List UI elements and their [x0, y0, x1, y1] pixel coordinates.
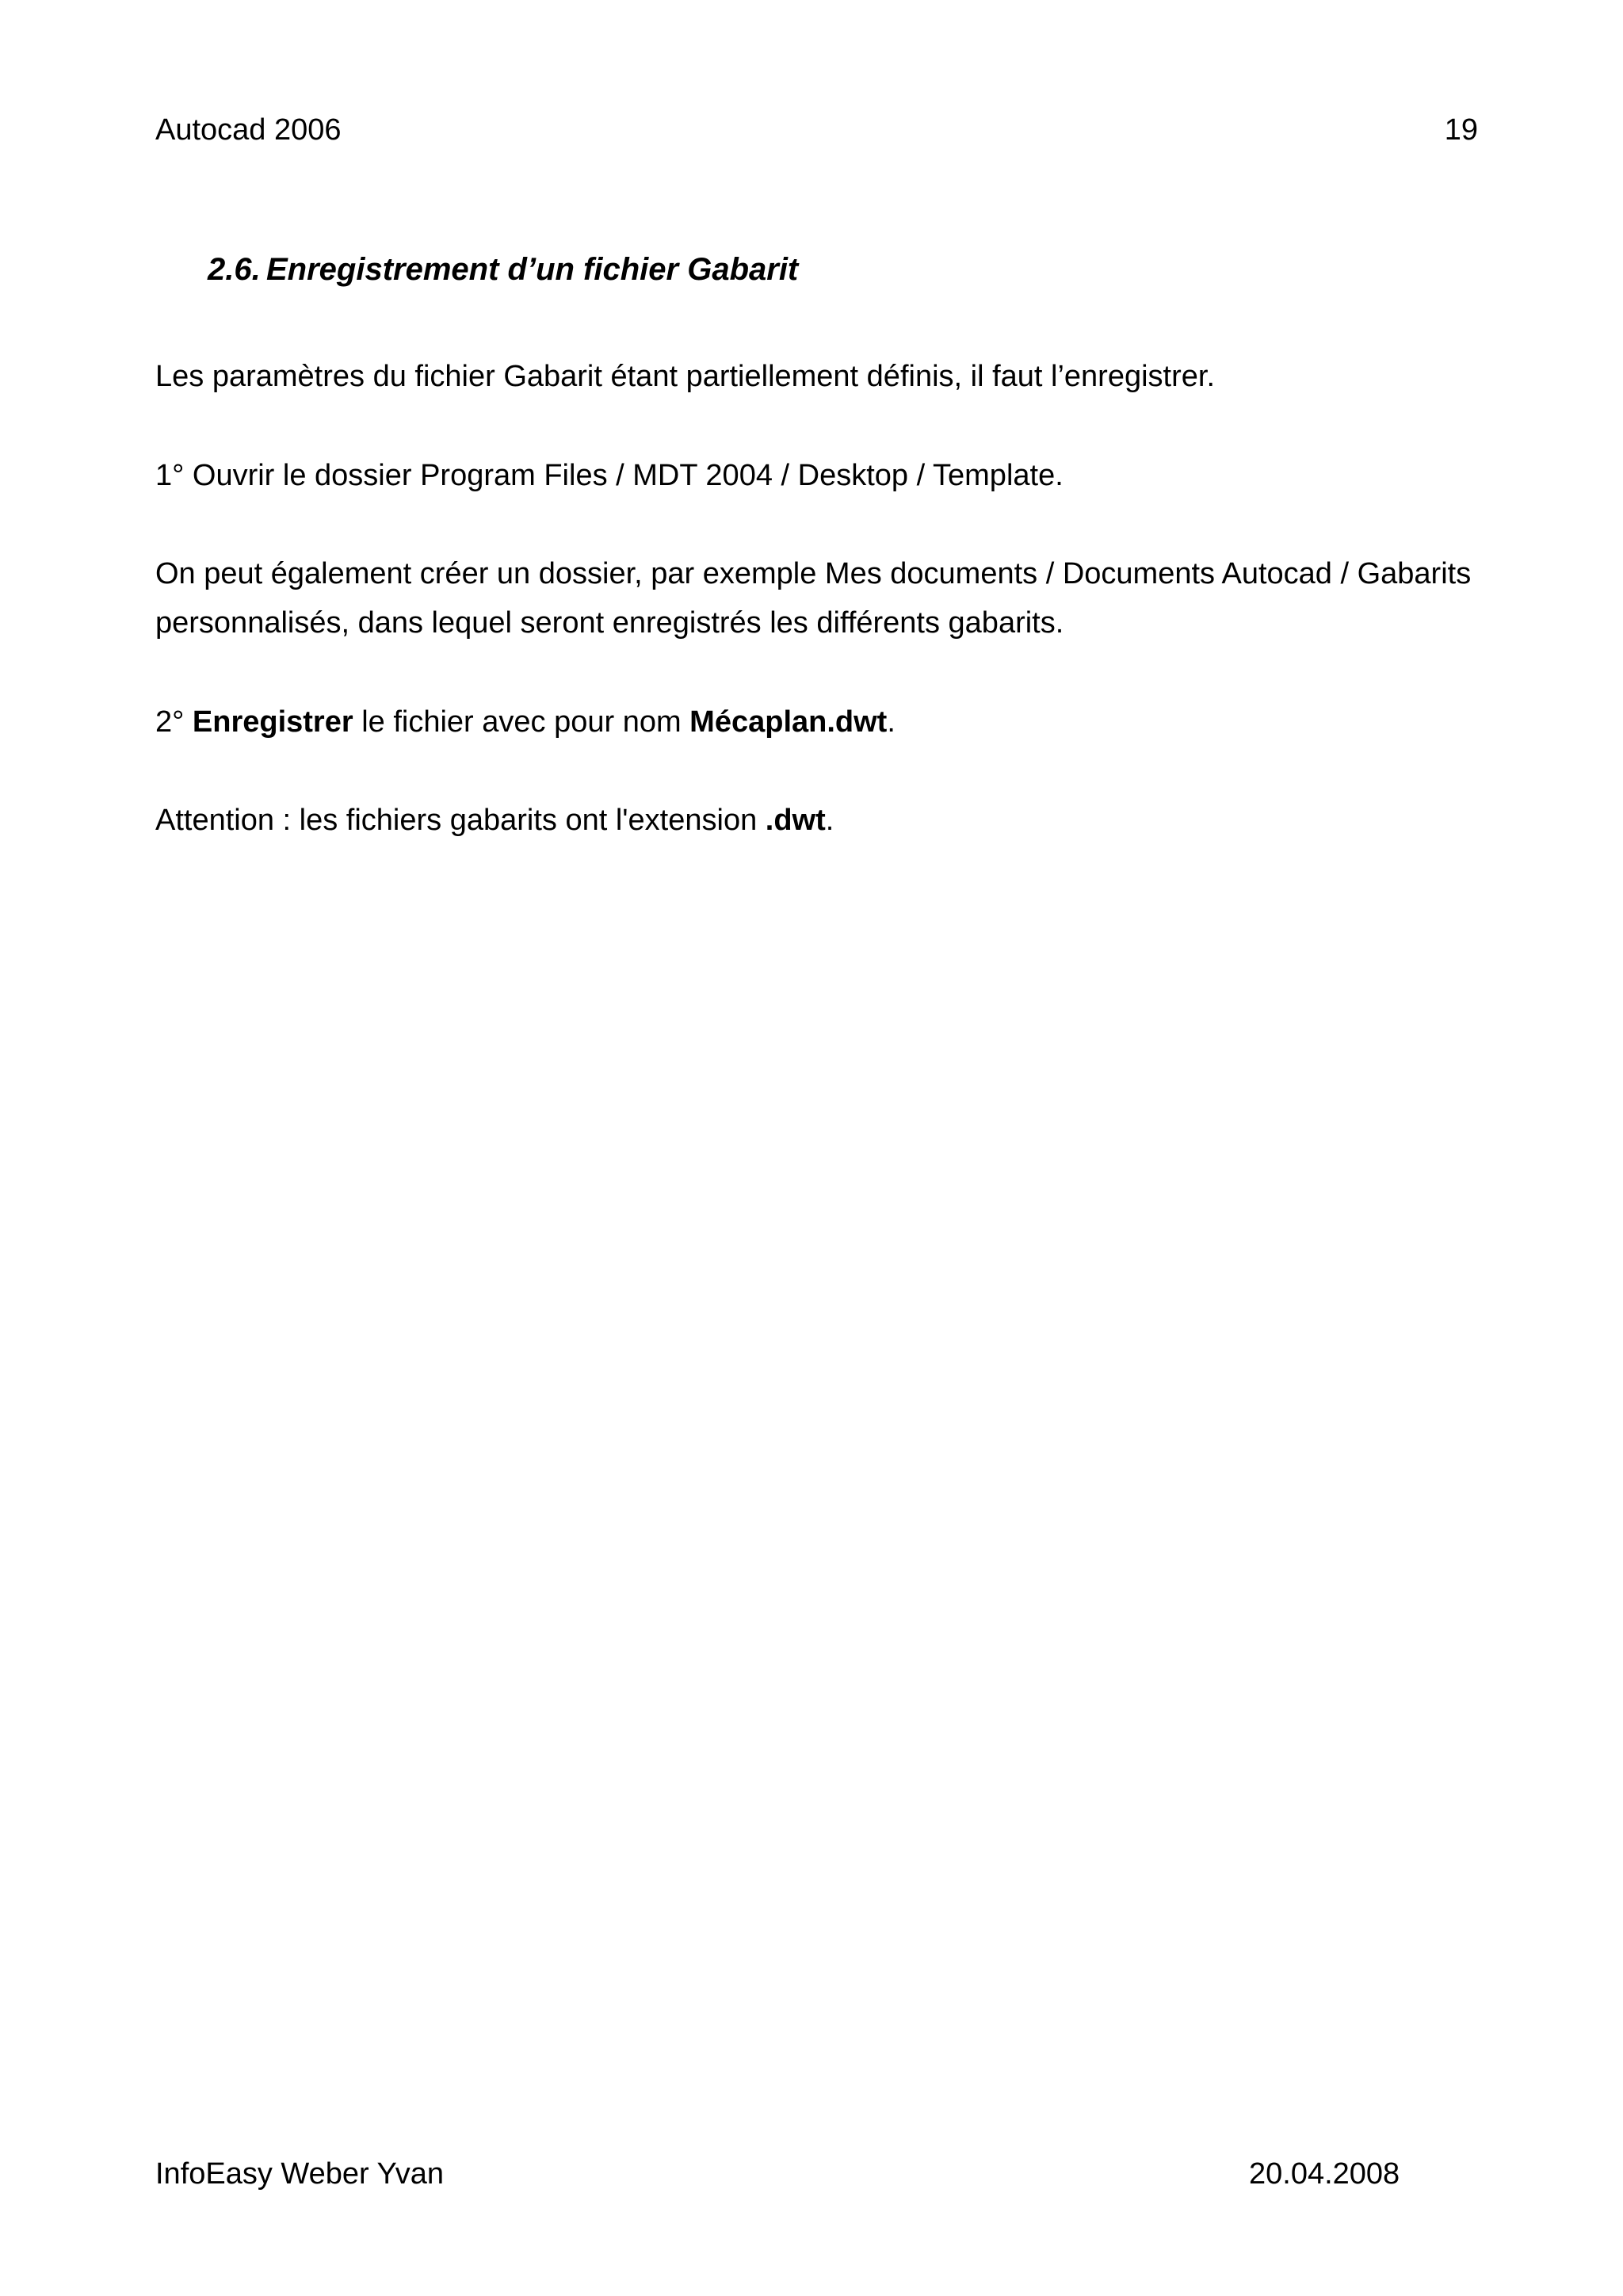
header-title: Autocad 2006 [155, 113, 342, 147]
page-number: 19 [1444, 113, 1478, 147]
step2-middle: le fichier avec pour nom [353, 705, 690, 739]
note-prefix: Attention : les fichiers gabarits ont l'extension [155, 804, 766, 837]
step2-action: Enregistrer [192, 705, 353, 739]
step2-suffix: . [887, 705, 896, 739]
note-suffix: . [825, 804, 834, 837]
note-extension: .dwt [765, 804, 826, 837]
section-heading [208, 250, 798, 288]
step2-filename: Mécaplan.dwt [689, 705, 888, 739]
footer-date: 20.04.2008 [1249, 2157, 1400, 2191]
footer-author: InfoEasy Weber Yvan [155, 2157, 445, 2191]
alternative-paragraph: On peut également créer un dossier, par exemple Mes documents / Documents Autocad / Gabarits personnalisés, dans lequel seront enregistrés les différents gabarits. [155, 557, 1472, 640]
section-title: Enregistrement d’un fichier Gabarit [266, 252, 799, 287]
step2-prefix: 2° [155, 705, 193, 739]
step2-paragraph [155, 697, 1487, 747]
intro-paragraph: Les paramètres du fichier Gabarit étant partiellement définis, il faut l’enregistrer. [155, 360, 1215, 393]
step1-paragraph: 1° Ouvrir le dossier Program Files / MDT 2004 / Desktop / Template. [155, 459, 1064, 492]
section-number: 2.6. [208, 252, 261, 287]
note-paragraph [155, 796, 1487, 845]
